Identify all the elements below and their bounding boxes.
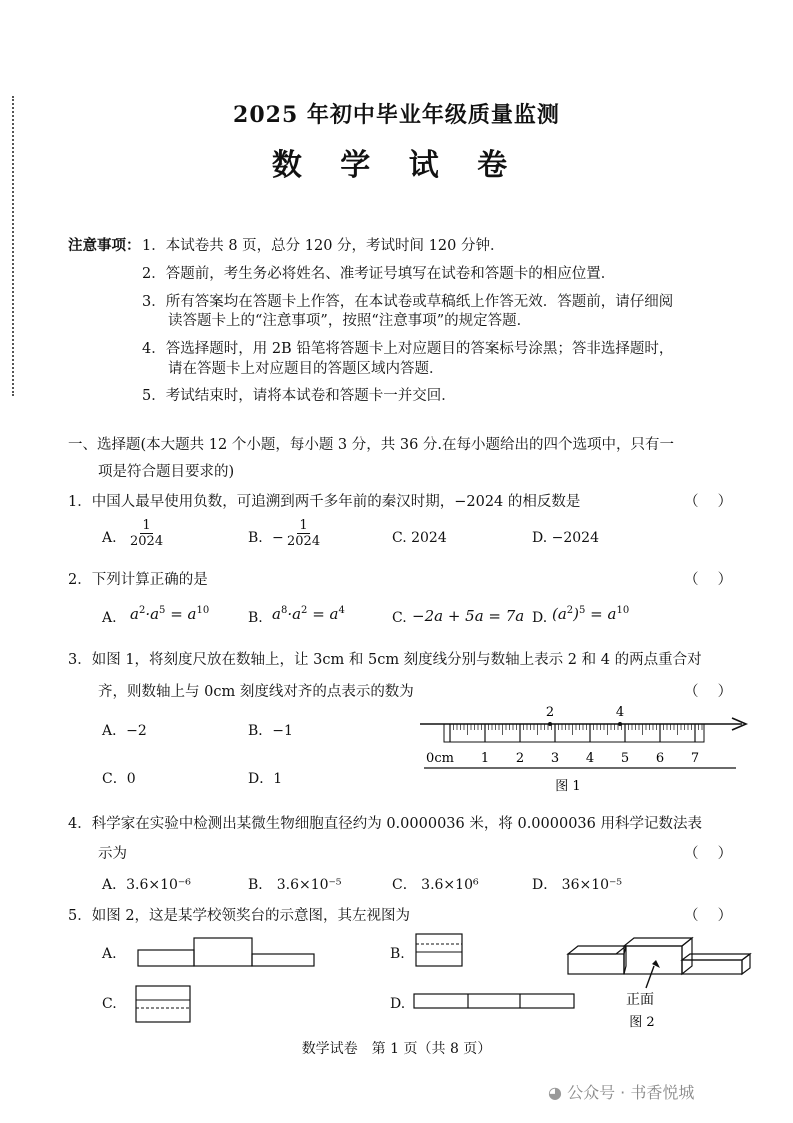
q2-option-d-expr: $(a^2)^5 = a^{10}$ bbox=[552, 605, 630, 623]
wechat-icon: ◕ bbox=[548, 1083, 562, 1102]
ruler-label: 3 bbox=[550, 751, 560, 766]
q1-option-b-sign: − bbox=[272, 530, 284, 546]
q4-option-a: A．3.6×10⁻⁶ bbox=[102, 877, 191, 893]
axis-point-4 bbox=[618, 722, 622, 726]
page-subtitle: 数 学 试 卷 bbox=[271, 148, 522, 183]
q5-option-b-figure bbox=[410, 930, 470, 972]
ruler-label: 4 bbox=[585, 751, 595, 766]
ruler-ticks bbox=[450, 724, 702, 742]
answer-bracket-3: （ ） bbox=[684, 684, 733, 700]
q3-option-a: A．−2 bbox=[102, 723, 147, 739]
ruler-label: 1 bbox=[480, 751, 490, 766]
ruler-label: 0cm bbox=[426, 751, 454, 766]
section-heading-cont: 项是符合题目要求的) bbox=[98, 464, 235, 480]
q4-option-c: C． 3.6×10⁶ bbox=[392, 877, 479, 893]
section-heading: 一、选择题(本大题共 12 个小题，每小题 3 分，共 36 分.在每小题给出的四个选项中，只有一 bbox=[68, 437, 675, 453]
q1-option-b-fraction bbox=[287, 518, 320, 549]
watermark-logo bbox=[548, 1080, 694, 1103]
question-4-text-cont: 示为 bbox=[98, 846, 127, 862]
answer-bracket-4: （ ） bbox=[684, 846, 733, 862]
notice-item-4-cont: 请在答题卡上对应题目的答题区域内答题． bbox=[168, 361, 444, 377]
q2-option-a-expr: $a^2\cdot a^5 = a^{10}$ bbox=[130, 605, 210, 623]
ruler-label: 2 bbox=[515, 751, 525, 766]
axis-label-2: 2 bbox=[545, 705, 555, 720]
answer-bracket-5: （ ） bbox=[684, 908, 733, 924]
q3-option-b: B．−1 bbox=[248, 723, 293, 739]
question-3-text-cont: 齐，则数轴上与 0cm 刻度线对齐的点表示的数为 bbox=[98, 684, 414, 700]
q2-option-b-label: B. bbox=[248, 610, 263, 626]
question-4-text: 4．科学家在实验中检测出某微生物细胞直径约为 0.0000036 米，将 0.0000036 用科学记数法表 bbox=[68, 816, 702, 832]
q3-option-c: C．0 bbox=[102, 771, 136, 787]
ruler-label: 7 bbox=[690, 751, 700, 766]
ruler-label: 5 bbox=[620, 751, 630, 766]
notice-item-5: 5．考试结束时，请将本试卷和答题卡一并交回． bbox=[142, 388, 456, 404]
q5-option-d-figure bbox=[410, 988, 580, 1014]
q5-option-a-label: A. bbox=[102, 946, 117, 962]
figure-2-podium bbox=[560, 930, 760, 1036]
q2-option-d-label: D. bbox=[532, 610, 548, 626]
q2-option-c-expr: −2a + 5a = 7a bbox=[412, 607, 525, 625]
question-2-text: 2．下列计算正确的是 bbox=[68, 572, 208, 588]
q5-option-a-figure bbox=[130, 934, 330, 972]
q2-option-c-label: C. bbox=[392, 610, 407, 626]
page-footer: 数学试卷 第 1 页（共 8 页） bbox=[301, 1041, 492, 1057]
figure-2-caption: 图 2 bbox=[629, 1015, 655, 1030]
ruler-labels bbox=[426, 751, 699, 766]
notice-item-1: 1．本试卷共 8 页，总分 120 分，考试时间 120 分钟． bbox=[142, 238, 505, 254]
question-1-text: 1．中国人最早使用负数，可追溯到两千多年前的秦汉时期，−2024 的相反数是 bbox=[68, 494, 581, 510]
q4-option-b: B． 3.6×10⁻⁵ bbox=[248, 877, 342, 893]
watermark-text: 公众号 · 书香悦城 bbox=[567, 1083, 695, 1102]
axis-point-2 bbox=[548, 722, 552, 726]
notice-label: 注意事项： bbox=[68, 237, 141, 254]
axis-label-4: 4 bbox=[615, 705, 625, 720]
notice-item-2: 2．答题前，考生务必将姓名、准考证号填写在试卷和答题卡的相应位置． bbox=[142, 266, 616, 282]
q5-option-c-figure bbox=[130, 982, 200, 1026]
answer-bracket-1: （ ） bbox=[684, 494, 733, 510]
q1-option-b-label: B. bbox=[248, 530, 263, 546]
q4-option-d: D． 36×10⁻⁵ bbox=[532, 877, 623, 893]
q5-option-c-label: C. bbox=[102, 996, 117, 1012]
q1-option-d: D. −2024 bbox=[532, 530, 599, 546]
question-5-text: 5．如图 2，这是某学校领奖台的示意图，其左视图为 bbox=[68, 908, 411, 924]
q1-option-c: C. 2024 bbox=[392, 530, 447, 546]
figure-1-caption: 图 1 bbox=[555, 779, 581, 794]
q1-a-numerator: 1 bbox=[142, 518, 151, 533]
page-title: 2025 年初中毕业年级质量监测 bbox=[233, 102, 560, 128]
q1-b-denominator: 2024 bbox=[287, 534, 321, 549]
front-label: 正面 bbox=[626, 992, 654, 1008]
q2-option-a-label: A. bbox=[102, 610, 117, 626]
q2-option-b-expr: $a^8\cdot a^2 = a^4$ bbox=[272, 605, 345, 623]
notice-item-4: 4．答选择题时，用 2B 铅笔将答题卡上对应题目的答案标号涂黑；答非选择题时， bbox=[142, 341, 674, 357]
q5-option-b-label: B. bbox=[390, 946, 405, 962]
q1-b-numerator: 1 bbox=[299, 518, 308, 533]
ruler-body bbox=[444, 724, 704, 742]
ruler-label: 6 bbox=[655, 751, 665, 766]
q1-a-denominator: 2024 bbox=[130, 534, 164, 549]
q1-option-a-fraction bbox=[130, 518, 163, 549]
q3-option-d: D．1 bbox=[248, 771, 283, 787]
notice-item-3-cont: 读答题卡上的“注意事项”，按照“注意事项”的规定答题． bbox=[168, 313, 532, 329]
q1-option-a-label: A. bbox=[102, 530, 117, 546]
q5-option-d-label: D. bbox=[390, 996, 406, 1012]
question-3-text: 3．如图 1，将刻度尺放在数轴上，让 3cm 和 5cm 刻度线分别与数轴上表示 2 和 4 的两点重合对 bbox=[68, 652, 702, 668]
figure-1-ruler bbox=[400, 700, 760, 800]
answer-bracket-2: （ ） bbox=[684, 572, 733, 588]
notice-item-3: 3．所有答案均在答题卡上作答，在本试卷或草稿纸上作答无效．答题前，请仔细阅 bbox=[142, 294, 674, 310]
